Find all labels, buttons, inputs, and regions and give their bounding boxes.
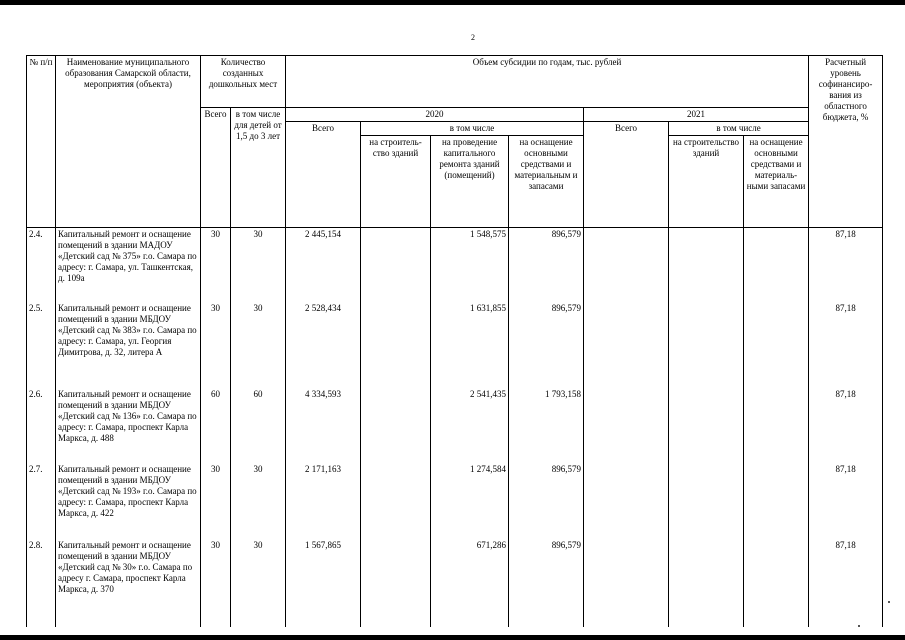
header-name: Наименование муниципального образования Самарской области, мероприятия (объекта) bbox=[56, 56, 201, 228]
table-row bbox=[27, 463, 883, 539]
row-total-2021 bbox=[584, 539, 669, 627]
row-places-incl: 30 bbox=[231, 539, 286, 627]
header-places-total: Всего bbox=[201, 108, 231, 228]
row-equip-2021 bbox=[744, 228, 809, 302]
row-num: 2.5. bbox=[27, 302, 56, 388]
table-header bbox=[27, 56, 883, 228]
row-construction-2021 bbox=[669, 539, 744, 627]
row-cofinancing: 87,18 bbox=[809, 228, 883, 302]
row-total-2021 bbox=[584, 463, 669, 539]
table-row bbox=[27, 388, 883, 463]
row-construction-2021 bbox=[669, 302, 744, 388]
row-total-2021 bbox=[584, 228, 669, 302]
header-places-incl: в том числе для детей от 1,5 до 3 лет bbox=[231, 108, 286, 228]
row-construction-2020 bbox=[361, 539, 431, 627]
row-construction-2020 bbox=[361, 388, 431, 463]
row-repair-2020: 671,286 bbox=[431, 539, 509, 627]
header-incl-2021: в том числе bbox=[669, 122, 809, 136]
header-construction-2020: на строитель-ство зданий bbox=[361, 136, 431, 228]
row-repair-2020: 1 548,575 bbox=[431, 228, 509, 302]
header-equip-2021: на оснащение основными средствами и материаль-ными запасами bbox=[744, 136, 809, 228]
header-year-2020: 2020 bbox=[286, 108, 584, 122]
row-equip-2021 bbox=[744, 388, 809, 463]
row-repair-2020: 1 274,584 bbox=[431, 463, 509, 539]
header-total-2020: Всего bbox=[286, 122, 361, 228]
header-subsidy: Объем субсидии по годам, тыс. рублей bbox=[286, 56, 809, 108]
header-year-2021: 2021 bbox=[584, 108, 809, 122]
row-equip-2021 bbox=[744, 302, 809, 388]
row-places-incl: 60 bbox=[231, 388, 286, 463]
header-total-2021: Всего bbox=[584, 122, 669, 228]
row-name: Капитальный ремонт и оснащение помещений в здании МАДОУ «Детский сад № 375» г.о. Самара по адресу: г. Самара, ул. Ташкентская, д. 109а bbox=[56, 228, 201, 302]
row-places-total: 60 bbox=[201, 388, 231, 463]
row-cofinancing: 87,18 bbox=[809, 539, 883, 627]
top-border bbox=[0, 0, 905, 5]
row-places-total: 30 bbox=[201, 228, 231, 302]
header-places: Количество созданных дошкольных мест bbox=[201, 56, 286, 108]
row-total-2020: 2 445,154 bbox=[286, 228, 361, 302]
row-cofinancing: 87,18 bbox=[809, 463, 883, 539]
row-equip-2020: 896,579 bbox=[509, 463, 584, 539]
row-places-total: 30 bbox=[201, 463, 231, 539]
row-places-incl: 30 bbox=[231, 302, 286, 388]
row-places-total: 30 bbox=[201, 302, 231, 388]
row-equip-2021 bbox=[744, 539, 809, 627]
row-repair-2020: 2 541,435 bbox=[431, 388, 509, 463]
table-row bbox=[27, 539, 883, 627]
row-total-2020: 2 171,163 bbox=[286, 463, 361, 539]
table-row bbox=[27, 228, 883, 302]
row-total-2020: 1 567,865 bbox=[286, 539, 361, 627]
header-repair-2020: на проведение капитального ремонта зданий (помещений) bbox=[431, 136, 509, 228]
header-equip-2020: на оснащение основными средствами и материальным и запасами bbox=[509, 136, 584, 228]
row-places-incl: 30 bbox=[231, 463, 286, 539]
row-construction-2021 bbox=[669, 228, 744, 302]
row-total-2020: 4 334,593 bbox=[286, 388, 361, 463]
header-incl-2020: в том числе bbox=[361, 122, 584, 136]
header-construction-2021: на строительство зданий bbox=[669, 136, 744, 228]
row-total-2021 bbox=[584, 302, 669, 388]
page-number: 2 bbox=[471, 33, 475, 42]
row-places-total: 30 bbox=[201, 539, 231, 627]
row-construction-2020 bbox=[361, 463, 431, 539]
bottom-border bbox=[0, 635, 905, 640]
scan-speck bbox=[858, 625, 860, 627]
row-equip-2020: 896,579 bbox=[509, 539, 584, 627]
row-cofinancing: 87,18 bbox=[809, 302, 883, 388]
row-equip-2021 bbox=[744, 463, 809, 539]
row-total-2021 bbox=[584, 388, 669, 463]
row-equip-2020: 1 793,158 bbox=[509, 388, 584, 463]
row-construction-2021 bbox=[669, 388, 744, 463]
row-cofinancing: 87,18 bbox=[809, 388, 883, 463]
scan-speck bbox=[888, 601, 890, 603]
row-name: Капитальный ремонт и оснащение помещений в здании МБДОУ «Детский сад № 193» г.о. Самара по адресу: г. Самара, проспект Карла Маркса, д. 422 bbox=[56, 463, 201, 539]
row-construction-2021 bbox=[669, 463, 744, 539]
row-repair-2020: 1 631,855 bbox=[431, 302, 509, 388]
row-name: Капитальный ремонт и оснащение помещений в здании МБДОУ «Детский сад № 383» г.о. Самара по адресу: г. Самара, ул. Георгия Димитрова, д. 32, литера А bbox=[56, 302, 201, 388]
row-name: Капитальный ремонт и оснащение помещений в здании МБДОУ «Детский сад № 136» г.о. Самара по адресу: г. Самара, проспект Карла Маркса, д. 488 bbox=[56, 388, 201, 463]
row-num: 2.7. bbox=[27, 463, 56, 539]
row-total-2020: 2 528,434 bbox=[286, 302, 361, 388]
row-equip-2020: 896,579 bbox=[509, 302, 584, 388]
row-places-incl: 30 bbox=[231, 228, 286, 302]
header-cofinancing: Расчетный уровень софинансиро-вания из областного бюджета, % bbox=[809, 56, 883, 228]
row-equip-2020: 896,579 bbox=[509, 228, 584, 302]
subsidy-table bbox=[26, 55, 883, 627]
table-body bbox=[27, 228, 883, 627]
row-num: 2.8. bbox=[27, 539, 56, 627]
table-row bbox=[27, 302, 883, 388]
row-num: 2.6. bbox=[27, 388, 56, 463]
row-num: 2.4. bbox=[27, 228, 56, 302]
row-construction-2020 bbox=[361, 302, 431, 388]
row-name: Капитальный ремонт и оснащение помещений в здании МБДОУ «Детский сад № 30» г.о. Самара по адресу г. Самара, проспект Карла Маркса, д. 370 bbox=[56, 539, 201, 627]
header-num: № п/п bbox=[27, 56, 56, 228]
row-construction-2020 bbox=[361, 228, 431, 302]
